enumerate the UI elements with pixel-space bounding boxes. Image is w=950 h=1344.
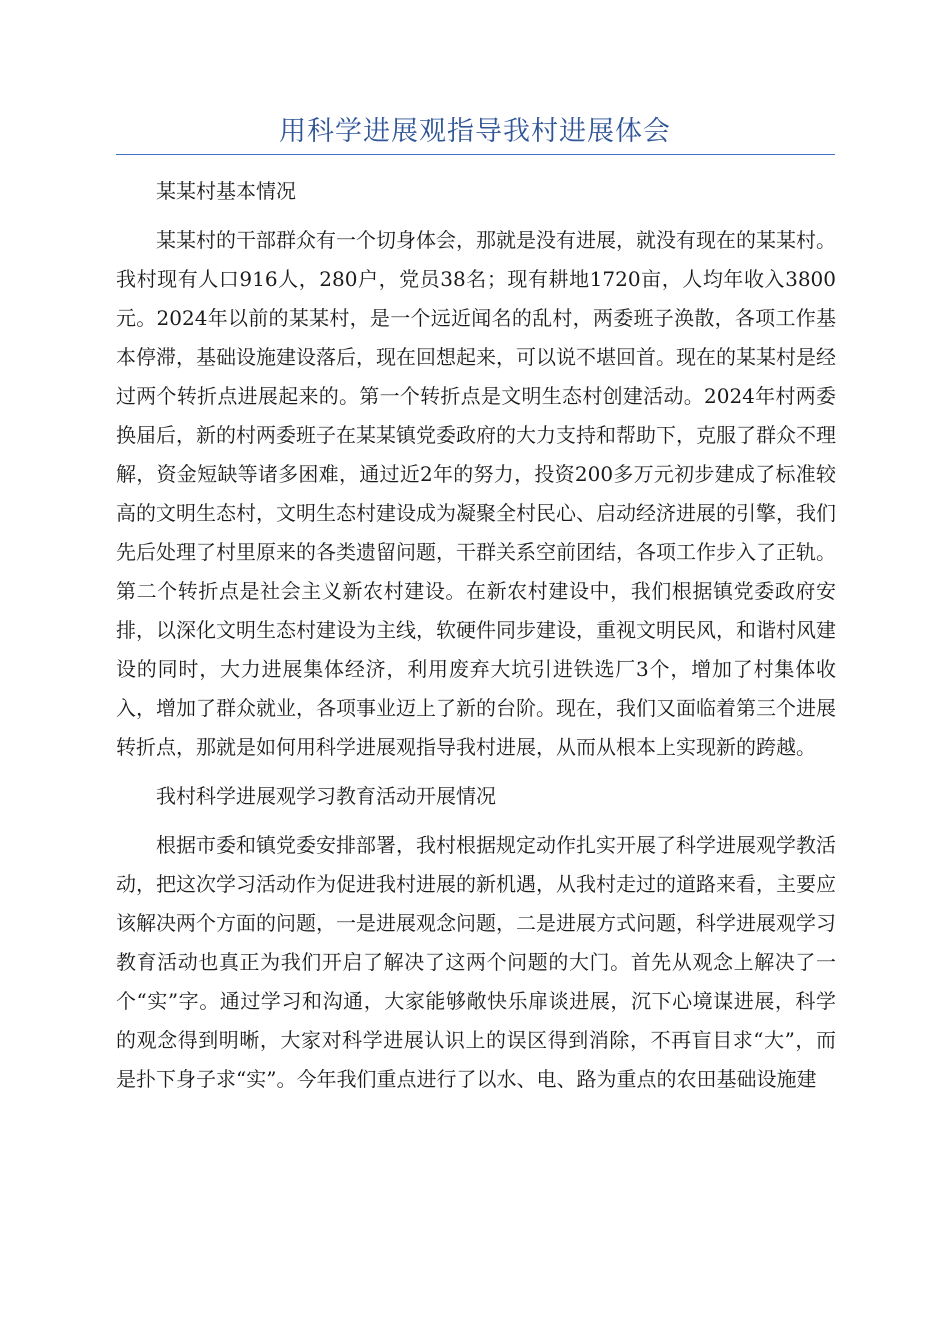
title-underline (116, 154, 835, 155)
document-title: 用科学进展观指导我村进展体会 (279, 116, 671, 147)
paragraph: 某某村的干部群众有一个切身体会，那就是没有进展，就没有现在的某某村。我村现有人口916人，280户，党员38名；现有耕地1720亩，人均年收入3800元。2024年以前的某某村，是一个远近闻名的乱村，两委班子涣散，各项工作基本停滞，基础设施建设落后，现在回想起来，可以说不堪回首。现在的某某村是经过两个转折点进展起来的。第一个转折点是文明生态村创建活动。2024年村两委换届后，新的村两委班子在某某镇党委政府的大力支持和帮助下，克服了群众不理解，资金短缺等诸多困难，通过近2年的努力，投资200多万元初步建成了标准较高的文明生态村，文明生态村建设成为凝聚全村民心、启动经济进展的引擎，我们先后处理了村里原来的各类遗留问题，干群关系空前团结，各项工作步入了正轨。第二个转折点是社会主义新农村建设。在新农村建设中，我们根据镇党委政府安排，以深化文明生态村建设为主线，软硬件同步建设，重视文明民风，和谐村风建设的同时，大力进展集体经济，利用废弃大坑引进铁选厂3个，增加了村集体收入，增加了群众就业，各项事业迈上了新的台阶。现在，我们又面临着第三个进展转折点，那就是如何用科学进展观指导我村进展，从而从根本上实现新的跨越。 (116, 228, 836, 759)
paragraph: 根据市委和镇党委安排部署，我村根据规定动作扎实开展了科学进展观学教活动，把这次学习活动作为促进我村进展的新机遇，从我村走过的道路来看，主要应该解决两个方面的问题，一是进展观念问题，二是进展方式问题，科学进展观学习教育活动也真正为我们开启了解决了这两个问题的大门。首先从观念上解决了一个“实”字。通过学习和沟通，大家能够敞快乐扉谈进展，沉下心境谋进展，科学的观念得到明晰，大家对科学进展认识上的误区得到消除，不再盲目求“大”，而是扑下身子求“实”。今年我们重点进行了以水、电、路为重点的农田基础设施建 (116, 833, 836, 1091)
section-heading-basic-situation: 某某村基本情况 (156, 179, 296, 203)
document-body (116, 172, 836, 1109)
section-heading-study-activity: 我村科学进展观学习教育活动开展情况 (156, 784, 496, 808)
